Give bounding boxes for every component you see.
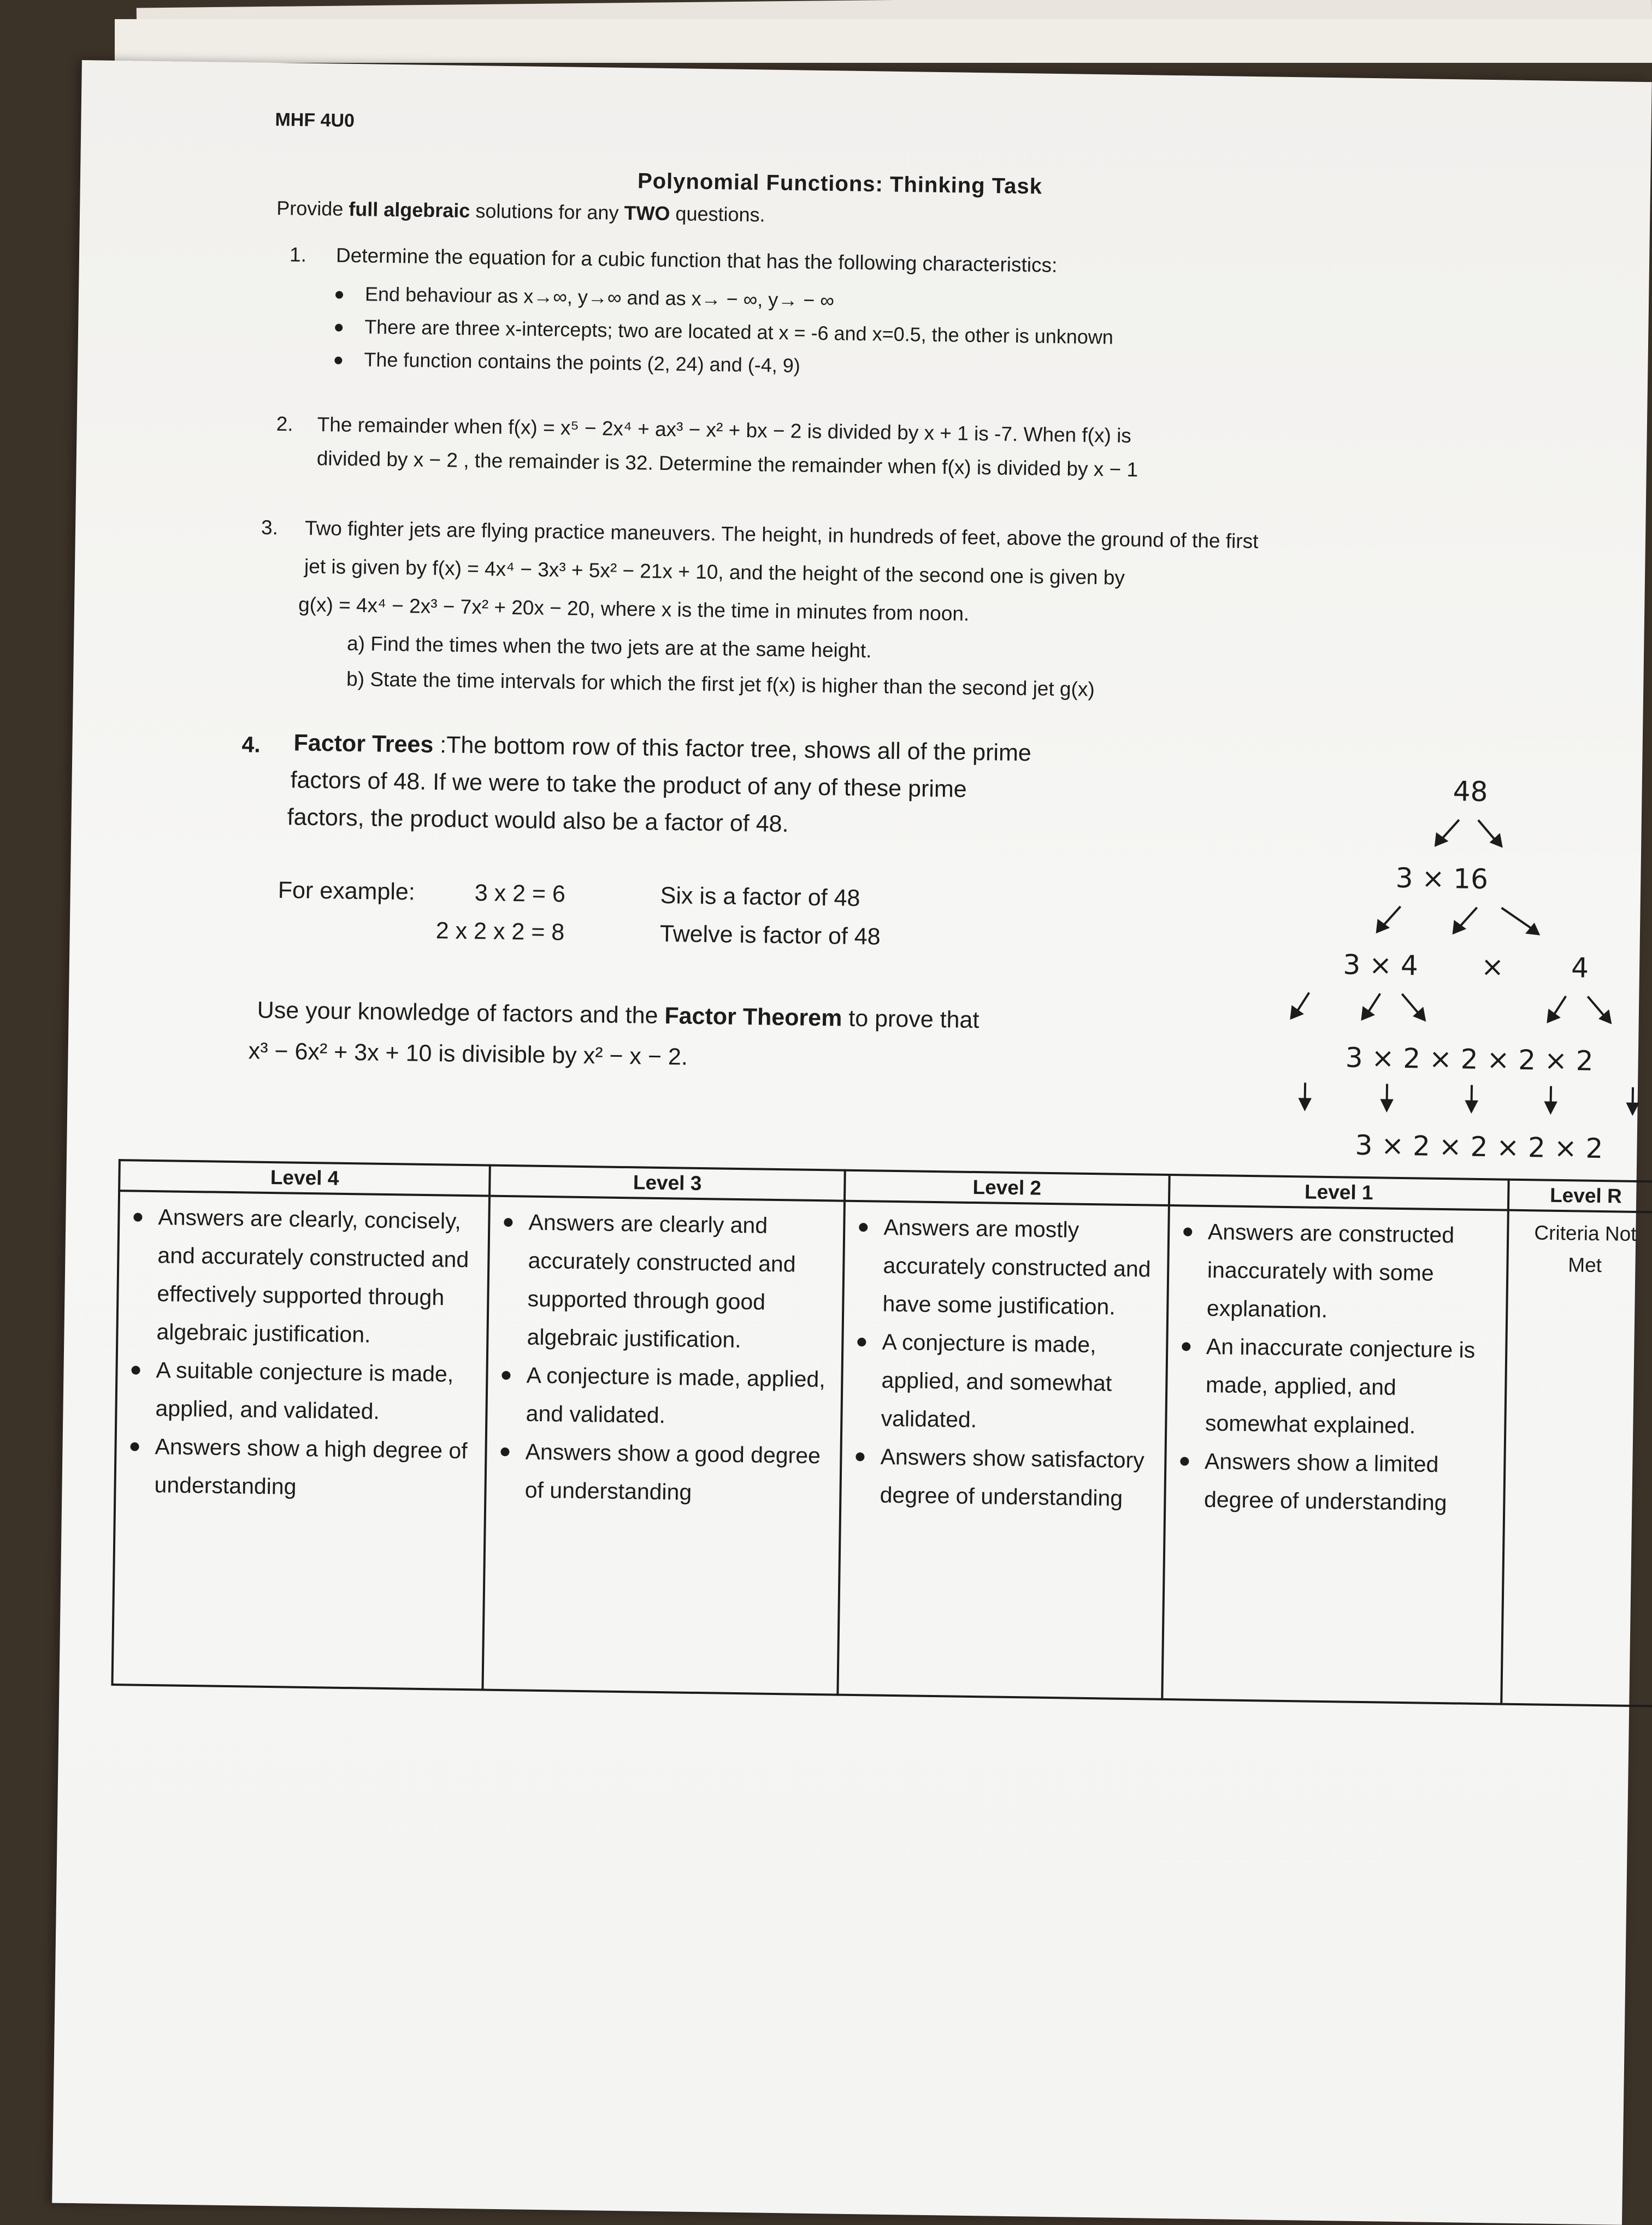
- course-code: MHF 4U0: [275, 109, 355, 132]
- question-4-intro: factors, the product would also be a factor of 48.: [287, 798, 789, 843]
- bullet-icon: [335, 291, 343, 299]
- question-3-part-b: b) State the time intervals for which the first jet f(x) is higher than the second jet g(x): [346, 662, 1095, 707]
- rubric-header: Level 4: [119, 1160, 490, 1196]
- question-4-number: 4.: [241, 732, 261, 757]
- question-1-number: 1.: [290, 243, 306, 266]
- rubric-header: Level 1: [1169, 1175, 1509, 1210]
- question-1-bullet: The function contains the points (2, 24) and (-4, 9): [334, 348, 800, 378]
- tree-row-1: 3 × 16: [1395, 862, 1488, 895]
- tree-row-3: 3 × 2 × 2 × 2 × 2: [1345, 1041, 1594, 1076]
- example-note: Twelve is factor of 48: [659, 915, 881, 956]
- question-2-number: 2.: [276, 413, 293, 435]
- criterion: Answers show a good degree of understanding: [497, 1432, 829, 1513]
- factor-tree: [1170, 769, 1652, 1213]
- worksheet-page: [52, 60, 1651, 2225]
- question-3-number: 3.: [261, 516, 278, 539]
- criterion: Answers show a high degree of understanding: [127, 1427, 474, 1508]
- criterion: Answers are clearly, concisely, and accurately constructed and effectively supported through algebraic justification.: [129, 1197, 477, 1355]
- rubric-header: Level 2: [845, 1170, 1169, 1205]
- criterion: A suitable conjecture is made, applied, and validated.: [128, 1350, 475, 1432]
- question-3-line: jet is given by f(x) = 4x⁴ − 3x³ + 5x² − 21x + 10, and the height of the second one is given by: [304, 550, 1125, 595]
- criterion: Answers are clearly and accurately constructed and supported through good algebraic justification.: [499, 1203, 833, 1360]
- criterion: Answers show a limited degree of understanding: [1177, 1441, 1494, 1522]
- instructions: Provide full algebraic solutions for any TWO questions.: [276, 197, 765, 226]
- rubric-cell-level-3: [483, 1196, 845, 1695]
- criterion: A conjecture is made, applied, and somewhat validated.: [853, 1322, 1155, 1441]
- question-3-line: g(x) = 4x⁴ − 2x³ − 7x² + 20x − 20, where x is the time in minutes from noon.: [298, 588, 970, 631]
- rubric-table: [111, 1159, 1652, 1707]
- tree-row-2-right: 4: [1571, 952, 1589, 984]
- tree-row-4: 3 × 2 × 2 × 2 × 2: [1355, 1129, 1603, 1164]
- question-3-line: Two fighter jets are flying practice maneuvers. The height, in hundreds of feet, above the ground of the first: [305, 511, 1259, 558]
- background-sheet: [115, 19, 1652, 63]
- question-3-part-a: a) Find the times when the two jets are at the same height.: [347, 627, 872, 668]
- tree-row-2-left: 3 × 4: [1343, 949, 1418, 981]
- bullet-icon: [334, 357, 342, 364]
- tree-row-2-times: ×: [1481, 951, 1504, 983]
- criterion: Answers show satisfactory degree of understanding: [852, 1437, 1153, 1518]
- rubric-header: Level R: [1508, 1180, 1652, 1212]
- rubric-cell-level-2: [838, 1201, 1169, 1699]
- bullet-icon: [335, 324, 343, 332]
- question-1-bullet: End behaviour as x→∞, y→∞ and as x→ − ∞, y→ − ∞: [335, 282, 835, 313]
- criterion: Answers are mostly accurately constructed and have some justification.: [855, 1208, 1157, 1327]
- question-4-intro: factors of 48. If we were to take the product of any of these prime: [290, 761, 967, 808]
- criterion: An inaccurate conjecture is made, applied, and somewhat explained.: [1178, 1327, 1495, 1446]
- question-2-line: divided by x − 2 , the remainder is 32. Determine the remainder when f(x) is divided by x − 1: [316, 442, 1138, 487]
- example-label: For example:: [278, 872, 415, 910]
- tree-root: 48: [1453, 775, 1488, 808]
- question-4-task: Use your knowledge of factors and the Factor Theorem to prove that: [257, 992, 980, 1039]
- rubric-header: Level 3: [489, 1166, 845, 1201]
- page-title: Polynomial Functions: Thinking Task: [638, 169, 1043, 199]
- criterion: Answers are constructed inaccurately with some explanation.: [1179, 1212, 1496, 1331]
- question-1-text: Determine the equation for a cubic function that has the following characteristics:: [336, 239, 1058, 282]
- question-4-task: x³ − 6x² + 3x + 10 is divisible by x² − x − 2.: [248, 1032, 688, 1075]
- question-4-intro: Factor Trees :The bottom row of this factor tree, shows all of the prime: [293, 725, 1031, 772]
- example-calc: 3 x 2 = 6: [474, 874, 565, 913]
- question-1-bullet: There are three x-intercepts; two are located at x = -6 and x=0.5, the other is unknown: [335, 315, 1113, 349]
- rubric-cell-level-1: [1162, 1205, 1508, 1704]
- question-2-line: The remainder when f(x) = x⁵ − 2x⁴ + ax³ − x² + bx − 2 is divided by x + 1 is -7. When f(x) is: [317, 408, 1131, 453]
- example-calc: 2 x 2 x 2 = 8: [435, 912, 564, 951]
- rubric-criteria-row: [112, 1191, 1652, 1706]
- rubric-cell-level-r: Criteria Not Met: [1502, 1210, 1652, 1706]
- criterion: A conjecture is made, applied, and validated.: [498, 1356, 830, 1437]
- example-note: Six is a factor of 48: [660, 877, 860, 917]
- rubric-cell-level-4: [112, 1191, 489, 1690]
